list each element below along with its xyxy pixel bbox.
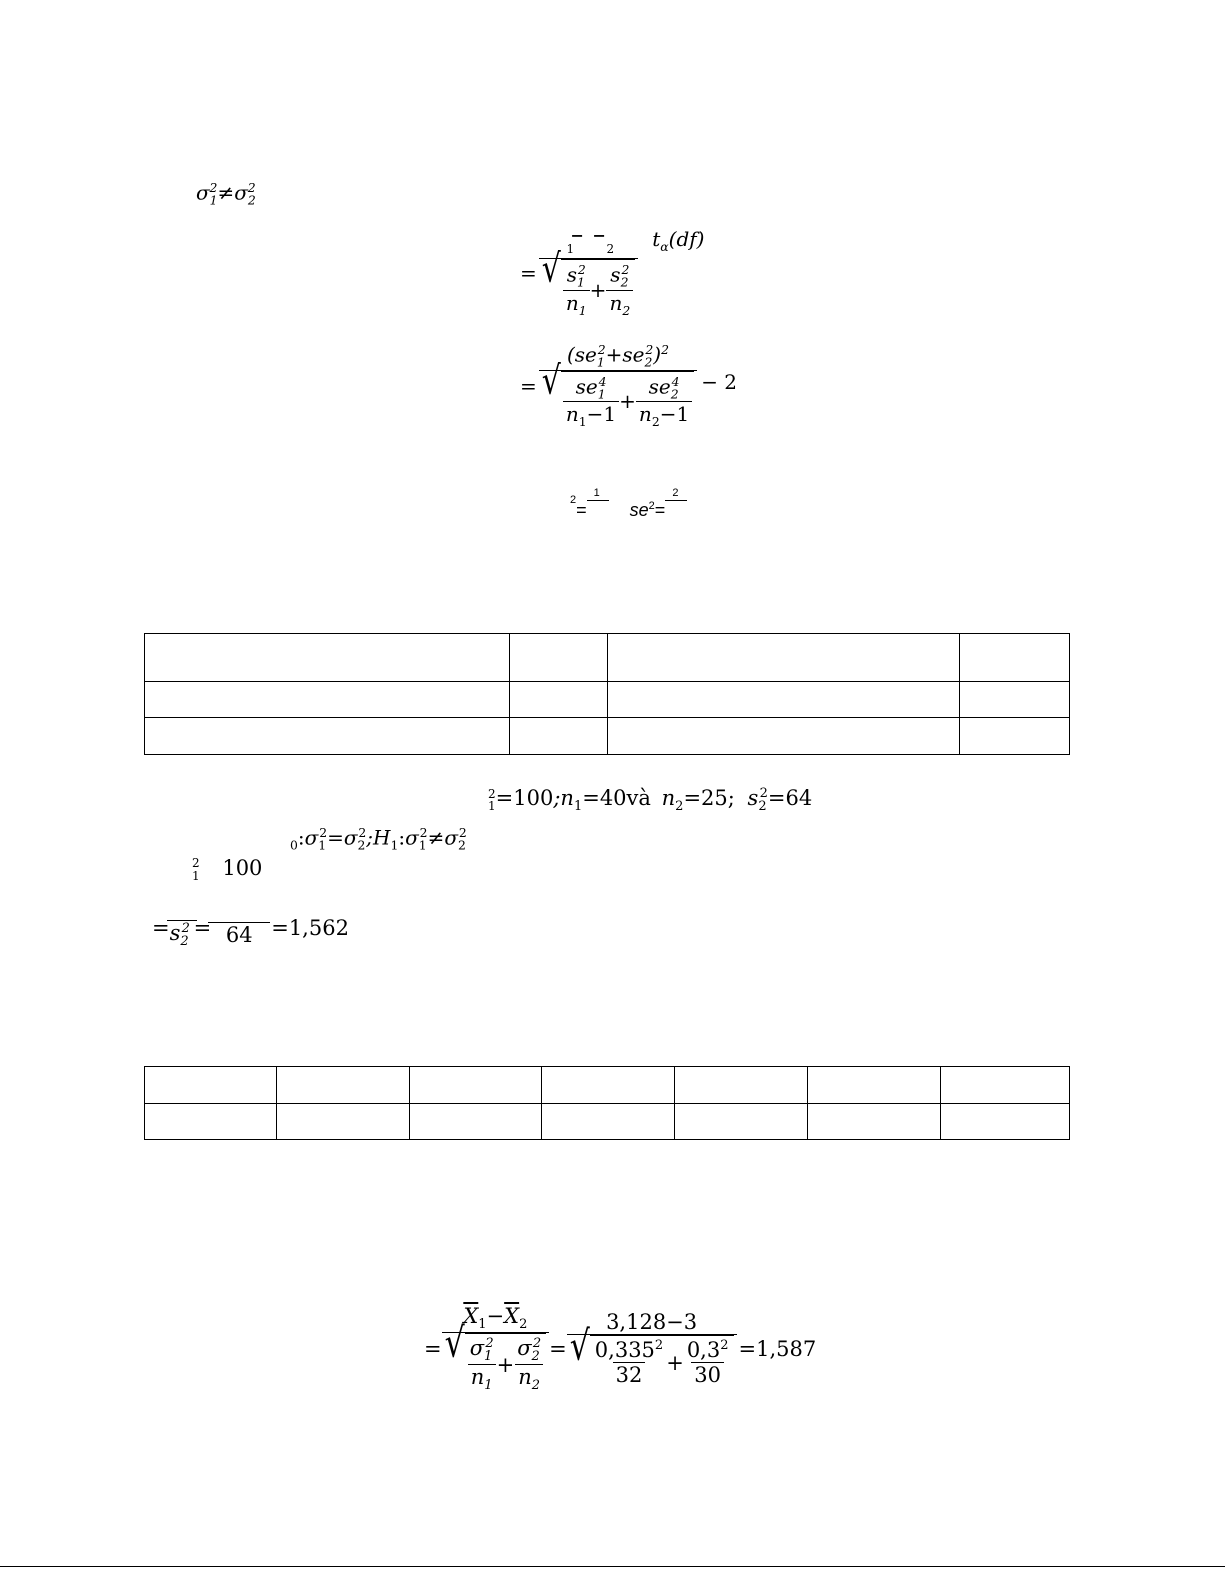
table-cell <box>410 1067 542 1104</box>
variance-inequality: $\sigma_1^2\ne\sigma_2^2$ <box>196 180 256 208</box>
f-ratio-formula: = $s_2^2$ = 64 =1,562 <box>152 915 349 950</box>
table-cell <box>145 718 510 755</box>
table-cell <box>145 634 510 682</box>
table-cell <box>675 1067 808 1104</box>
table-cell <box>277 1067 410 1104</box>
table-cell <box>608 682 960 718</box>
table-cell <box>277 1104 410 1140</box>
table-cell <box>808 1104 941 1140</box>
df-formula: = $(se_1^2+se_2^2)^2$ √ $\frac{se_1^4}{n_1-1}$ + $\frac{se_2^4}{n_2-1}$ − 2 <box>520 342 738 430</box>
f-ratio-numerator: 2 1 100 <box>192 855 263 883</box>
table-cell <box>941 1104 1070 1140</box>
table-cell <box>145 1104 277 1140</box>
table-cell <box>145 1067 277 1104</box>
table-cell <box>510 634 608 682</box>
table-cell <box>808 1067 941 1104</box>
table-cell <box>960 682 1070 718</box>
table-cell <box>941 1067 1070 1104</box>
comparison-table <box>144 633 1070 755</box>
critical-values-table <box>144 1066 1070 1140</box>
se-definitions: $^2$=1 $se^2=2$ <box>570 500 687 521</box>
table-cell <box>608 634 960 682</box>
given-values: 2 1 $=100;n_1=40và$ $n_2=25$; $s_2^2=64$ <box>488 786 813 815</box>
page-bottom-rule <box>0 1566 1225 1567</box>
t-statistic-formula: = − − 1 2 √ $\frac{s_1^2}{n_1}$ + $\frac{s_2^2}{n_2}$ $t_\alpha(df)$ <box>520 226 705 318</box>
table-cell <box>510 682 608 718</box>
table-cell <box>675 1104 808 1140</box>
table-cell <box>542 1104 675 1140</box>
table-cell <box>145 682 510 718</box>
table-cell <box>510 718 608 755</box>
table-cell <box>542 1067 675 1104</box>
table-cell <box>608 718 960 755</box>
z-statistic-formula: = $\overline{X}_1-\overline{X}_2$ √ $\frac{\sigma_1^2}{n_1}$ + $\frac{\sigma_2^2}{n_2}$ = 3,128−3 √ $\frac{0,335^2}{32}$ + $\frac{0,3^2}{30}$ =1,587 <box>424 1304 817 1394</box>
table-cell <box>960 718 1070 755</box>
hypothesis-line: $_0:\sigma_1^2=\sigma_2^2;H_1:\sigma_1^2\ne\sigma_2^2$ <box>290 825 467 853</box>
table-cell <box>960 634 1070 682</box>
table-cell <box>410 1104 542 1140</box>
